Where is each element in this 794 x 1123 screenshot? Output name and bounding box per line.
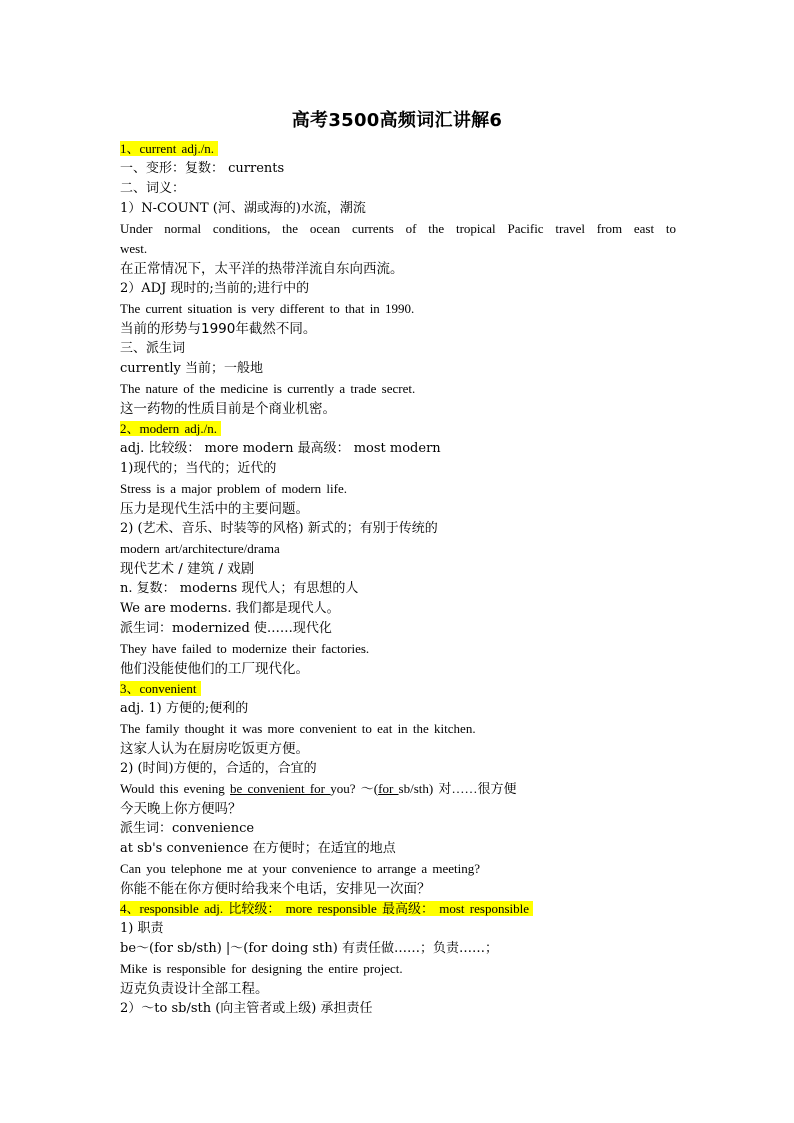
text-line: n. 复数： moderns 现代人；有思想的人 (120, 581, 359, 596)
translation: 当前的形势与1990年截然不同。 (120, 321, 317, 337)
underlined-phrase: for (378, 781, 399, 796)
translation: 这一药物的性质目前是个商业机密。 (120, 401, 336, 417)
text-line: 派生词：modernized 使……现代化 (120, 621, 332, 636)
text-line: adj. 1) 方便的;便利的 (120, 701, 249, 716)
text-line: be～(for sb/sth) |～(for doing sth) 有责任做……；负责……； (120, 941, 498, 956)
example-sentence-underlined: Would this evening be convenient for you? ～(for sb/sth) 对……很方便 (120, 781, 517, 796)
example-sentence: Mike is responsible for designing the entire project. (120, 961, 403, 976)
underlined-phrase: be convenient for (230, 781, 331, 796)
example-sentence: The family thought it was more convenient to eat in the kitchen. (120, 721, 476, 736)
translation: 压力是现代生活中的主要问题。 (120, 501, 309, 517)
entry-heading-current: 1、current adj./n. (120, 139, 676, 159)
text-line: We are moderns. 我们都是现代人。 (120, 601, 340, 616)
text-line: at sb's convenience 在方便时；在适宜的地点 (120, 841, 396, 856)
text-line: 2）ADJ 现时的;当前的;进行中的 (120, 281, 310, 296)
translation: 这家人认为在厨房吃饭更方便。 (120, 741, 309, 757)
text-line: 2）～to sb/sth (向主管者或上级) 承担责任 (120, 1001, 373, 1016)
example-sentence: The current situation is very different to that in 1990. (120, 301, 415, 316)
text-line: currently 当前；一般地 (120, 361, 264, 376)
text-line: 2) (时间)方便的，合适的，合宜的 (120, 761, 317, 776)
example-sentence: Under normal conditions, the ocean currents of the tropical Pacific travel from east to (120, 221, 676, 236)
text-line: 一、变形：复数： currents (120, 161, 285, 176)
text-line: 2) (艺术、音乐、时装等的风格) 新式的；有别于传统的 (120, 521, 438, 536)
text-line: 三、派生词 (120, 341, 186, 356)
text-line: 1) 职责 (120, 921, 164, 936)
text-line: 派生词：convenience (120, 821, 255, 836)
entry-heading-modern: 2、modern adj./n. (120, 419, 676, 439)
text-line: 二、词义： (120, 181, 186, 196)
example-sentence: west. (120, 241, 148, 256)
example-sentence: modern art/architecture/drama (120, 541, 280, 556)
example-sentence: Can you telephone me at your convenience to arrange a meeting? (120, 861, 481, 876)
document-body (120, 139, 676, 1019)
text-line: adj. 比较级： more modern 最高级： most modern (120, 441, 441, 456)
example-sentence: The nature of the medicine is currently a trade secret. (120, 381, 416, 396)
translation: 迈克负责设计全部工程。 (120, 981, 269, 997)
translation: 今天晚上你方便吗？ (120, 801, 242, 817)
translation: 你能不能在你方便时给我来个电话，安排见一次面？ (120, 881, 431, 897)
example-sentence: Stress is a major problem of modern life. (120, 481, 348, 496)
translation: 现代艺术 / 建筑 / 戏剧 (120, 561, 255, 577)
text-line: 1）N-COUNT (河、湖或海的)水流，潮流 (120, 201, 366, 216)
translation: 他们没能使他们的工厂现代化。 (120, 661, 309, 677)
text-line: 1)现代的；当代的；近代的 (120, 461, 277, 476)
translation: 在正常情况下，太平洋的热带洋流自东向西流。 (120, 261, 404, 277)
entry-heading-responsible: 4、responsible adj. 比较级： more responsible 最高级： most responsible (120, 899, 676, 919)
entry-heading-convenient: 3、convenient (120, 679, 676, 699)
page-title: 高考3500高频词汇讲解6 (291, 110, 503, 131)
example-sentence: They have failed to modernize their factories. (120, 641, 370, 656)
